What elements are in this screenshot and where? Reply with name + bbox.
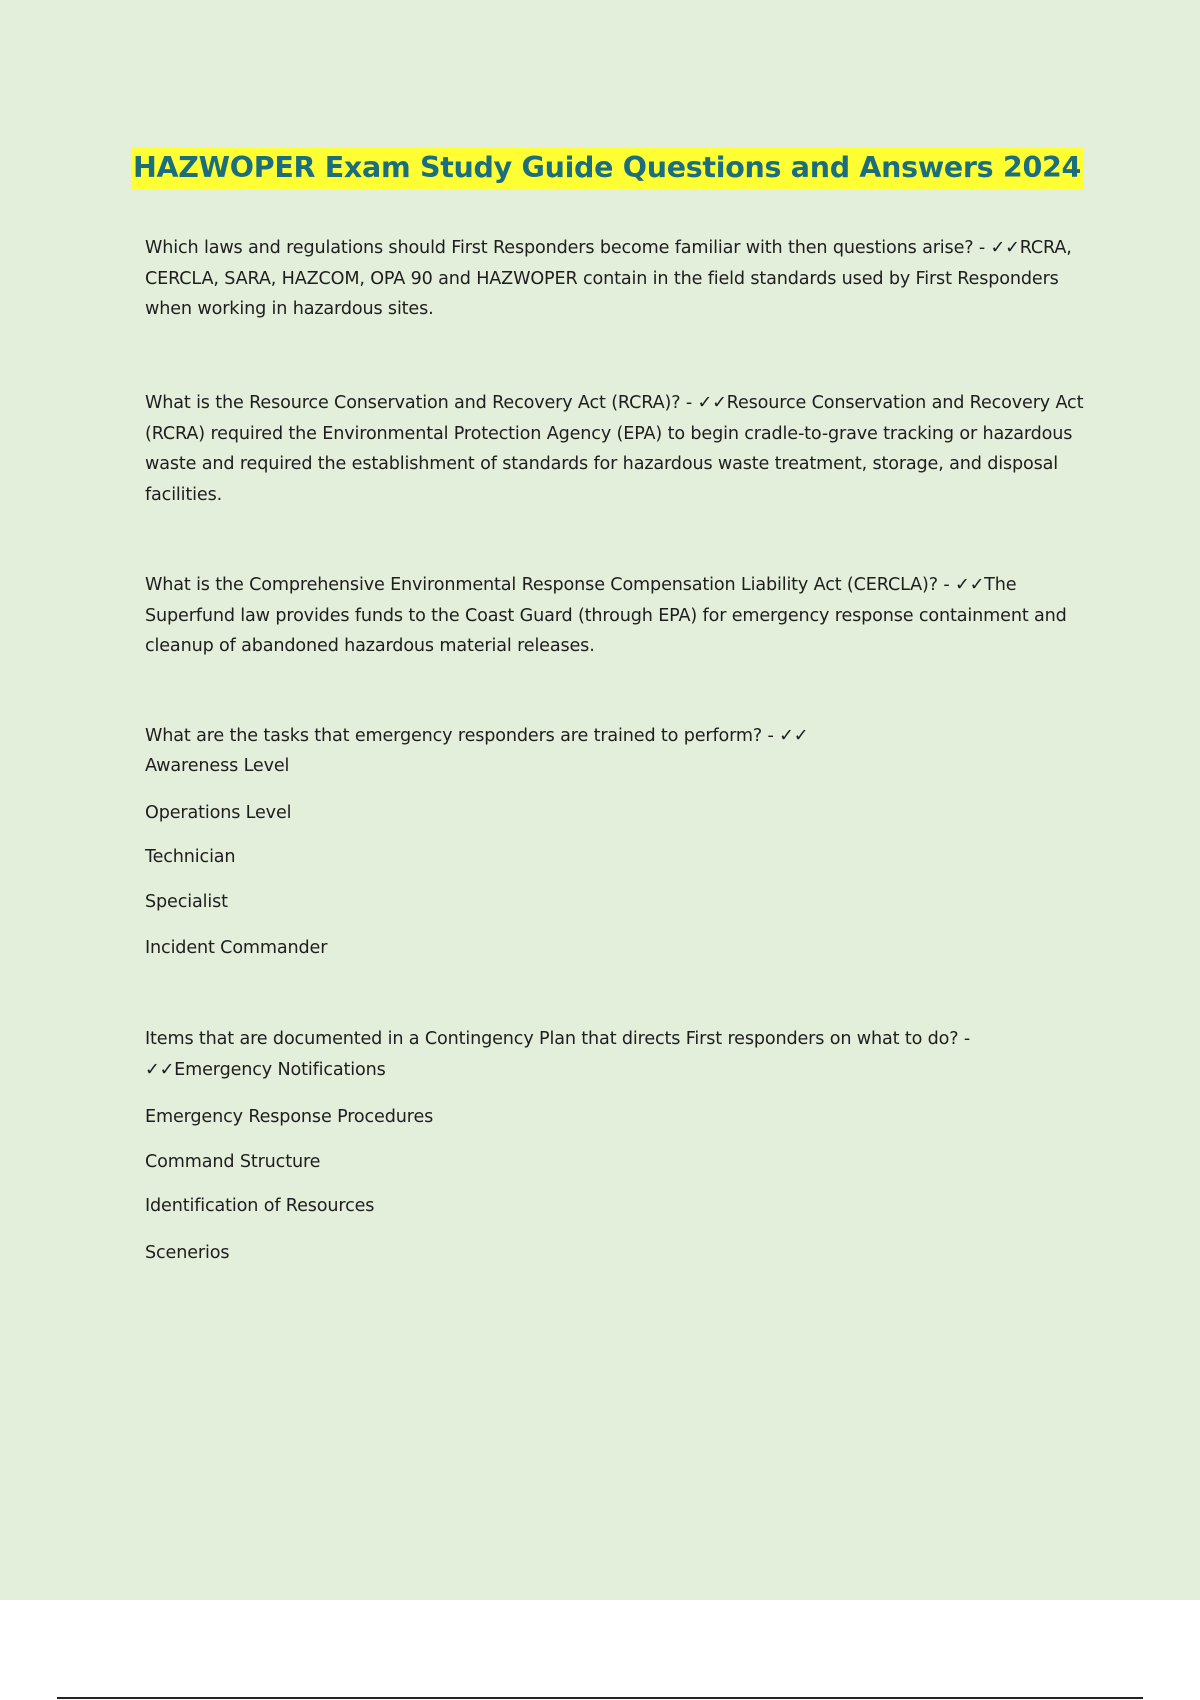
qa-block-cercla — [145, 570, 1095, 662]
qa-question: Items that are documented in a Contingency Plan that directs First responders on what to do? - ✓✓Emergency Notifications — [145, 1029, 971, 1080]
list-item: Identification of Resources — [145, 1196, 375, 1216]
qa-block-contingency-plan — [145, 1024, 1095, 1085]
qa-text: What is the Comprehensive Environmental Response Compensation Liability Act (CERCLA)? - ✓✓The Superfund law provides funds to the Coast Guard (through EPA) for emergency response containment and cleanup of abandoned hazardous material releases. — [145, 575, 1067, 656]
list-item: Scenerios — [145, 1243, 230, 1263]
qa-block-tasks — [145, 721, 1095, 752]
list-item: Awareness Level — [145, 756, 290, 776]
list-item: Specialist — [145, 892, 228, 912]
qa-question: What are the tasks that emergency responders are trained to perform? - ✓✓ — [145, 726, 809, 746]
list-item: Operations Level — [145, 803, 292, 823]
footer-divider — [57, 1697, 1143, 1699]
document-title: HAZWOPER Exam Study Guide Questions and Answers 2024 — [131, 147, 1083, 189]
qa-text: What is the Resource Conservation and Recovery Act (RCRA)? - ✓✓Resource Conservation and Recovery Act (RCRA) required the Environmental Protection Agency (EPA) to begin cradle-to-grave tracking or hazardous waste and required the establishment of standards for hazardous waste treatment, storage, and disposal facilities. — [145, 393, 1084, 505]
qa-block-laws — [145, 233, 1095, 325]
qa-text: Which laws and regulations should First Responders become familiar with then questions arise? - ✓✓RCRA, CERCLA, SARA, HAZCOM, OPA 90 and HAZWOPER contain in the field standards used by First Responders when working in hazardous sites. — [145, 238, 1072, 319]
list-item: Command Structure — [145, 1152, 321, 1172]
list-item: Emergency Response Procedures — [145, 1107, 434, 1127]
list-item: Technician — [145, 847, 236, 867]
qa-block-rcra — [145, 388, 1095, 510]
list-item: Incident Commander — [145, 938, 328, 958]
